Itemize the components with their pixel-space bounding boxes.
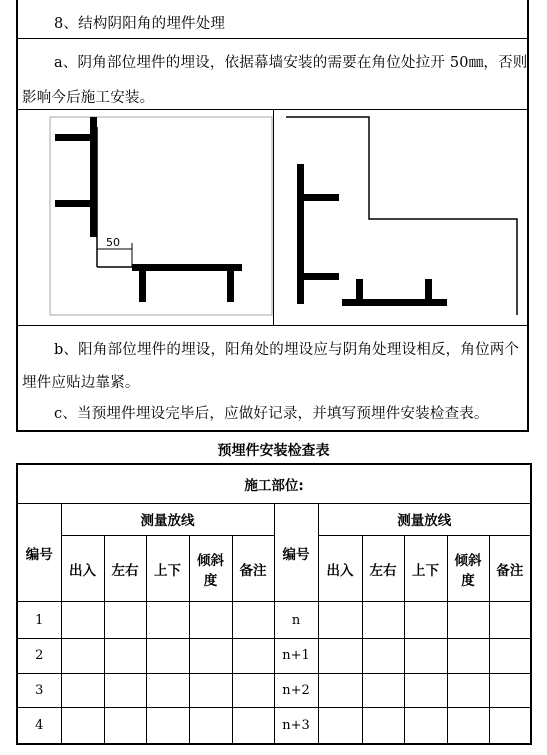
row-number: n+1 [274,638,318,673]
number-header: 编号 [17,503,61,602]
row-number: 4 [17,708,61,744]
table-cell[interactable] [318,708,362,744]
divider [18,325,527,326]
col-header-in-out: 出入 [318,535,362,601]
col-header-tilt: 倾斜 度 [447,535,489,601]
table-cell[interactable] [146,708,189,744]
table-cell[interactable] [232,602,274,638]
table-cell[interactable] [404,708,447,744]
section-heading: 8、结构阴阳角的埋件处理 [54,16,226,32]
embed-anchor [304,273,339,280]
divider [18,38,527,39]
embed-anchor [55,200,97,207]
col-header-tilt: 倾斜 度 [189,535,232,601]
table-cell[interactable] [404,638,447,673]
table-cell[interactable] [104,708,146,744]
table-row [17,638,531,673]
table-cell[interactable] [489,638,531,673]
diagram-border [50,117,272,315]
paragraph-b-line-1: b、阳角部位埋件的埋设，阳角处的埋设应与阴角处理设相反，角位两个 [54,342,520,358]
table-cell[interactable] [146,638,189,673]
table-cell[interactable] [189,638,232,673]
inside-corner-diagram [18,109,273,325]
wall-outline [286,117,517,315]
table-cell[interactable] [189,708,232,744]
table-cell[interactable] [318,602,362,638]
col-header-up-down: 上下 [146,535,189,601]
table-cell[interactable] [489,708,531,744]
table-cell[interactable] [61,638,104,673]
table-cell[interactable] [232,638,274,673]
paragraph-a-line-2: 影响今后施工安装。 [22,90,155,106]
table-cell[interactable] [447,602,489,638]
embed-anchor [227,264,234,302]
inspection-table [16,463,532,745]
table-caption: 预埋件安装检查表 [217,443,330,459]
col-header-up-down: 上下 [404,535,447,601]
table-cell[interactable] [404,602,447,638]
number-header: 编号 [274,503,318,602]
table-cell[interactable] [146,673,189,707]
embed-anchor [55,134,97,141]
site-label: 施工部位: [17,464,531,503]
paragraph-c: c、当预埋件埋设完毕后，应做好记录，并填写预埋件安装检查表。 [54,406,489,422]
col-header-remarks: 备注 [232,535,274,601]
table-cell[interactable] [447,708,489,744]
table-cell[interactable] [104,602,146,638]
embed-plate-horizontal [132,264,242,271]
table-row [17,602,531,638]
table-cell[interactable] [318,638,362,673]
table-cell[interactable] [404,673,447,707]
embed-anchor [139,264,146,302]
table-cell[interactable] [61,708,104,744]
table-cell[interactable] [362,673,404,707]
table-cell[interactable] [104,638,146,673]
col-header-left-right: 左右 [104,535,146,601]
row-number: 1 [17,602,61,638]
survey-group-header: 测量放线 [318,503,531,535]
col-header-remarks: 备注 [489,535,531,601]
embed-anchor [304,194,339,201]
table-cell[interactable] [232,673,274,707]
survey-group-header: 测量放线 [61,503,274,535]
table-row [17,708,531,744]
row-number: 2 [17,638,61,673]
row-number: 3 [17,673,61,707]
table-cell[interactable] [447,638,489,673]
embed-plate-vertical [297,164,304,304]
row-number: n [274,602,318,638]
embed-anchor [425,279,432,306]
col-header-in-out: 出入 [61,535,104,601]
paragraph-b-line-2: 埋件应贴边靠紧。 [22,375,140,391]
outside-corner-diagram [274,109,531,325]
paragraph-a-line-1: a、阴角部位埋件的埋设，依据幕墙安装的需要在角位处拉开 50㎜，否则 [54,55,528,71]
table-cell[interactable] [489,673,531,707]
table-cell[interactable] [447,673,489,707]
table-cell[interactable] [146,602,189,638]
table-cell[interactable] [232,708,274,744]
dimension-label: 50 [106,236,120,249]
table-cell[interactable] [61,673,104,707]
table-cell[interactable] [362,708,404,744]
table-row [17,673,531,707]
embed-anchor [356,279,363,306]
table-cell[interactable] [61,602,104,638]
table-cell[interactable] [318,673,362,707]
table-cell[interactable] [362,602,404,638]
table-cell[interactable] [189,602,232,638]
row-number: n+2 [274,673,318,707]
document-frame [16,0,529,432]
row-number: n+3 [274,708,318,744]
table-cell[interactable] [189,673,232,707]
table-cell[interactable] [104,673,146,707]
col-header-left-right: 左右 [362,535,404,601]
table-cell[interactable] [489,602,531,638]
table-cell[interactable] [362,638,404,673]
